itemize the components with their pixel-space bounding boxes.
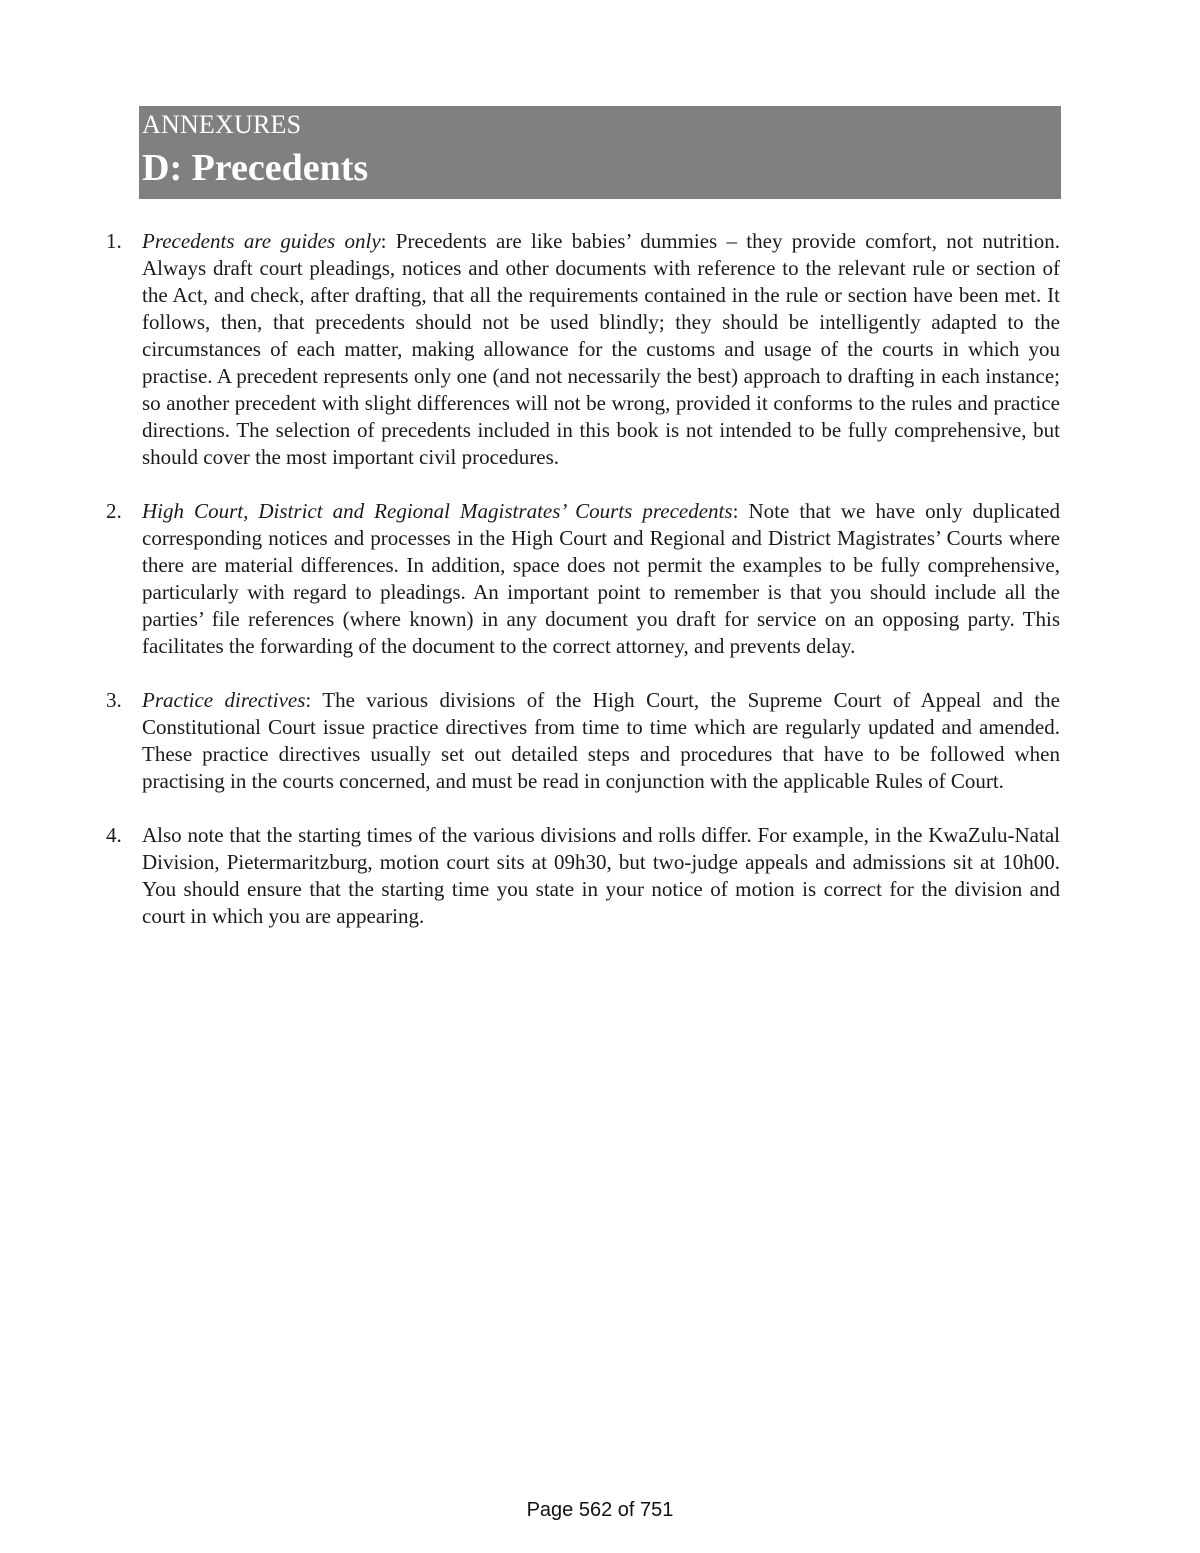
section-banner (139, 106, 1061, 199)
page-title: D: Precedents (142, 147, 369, 189)
list-item-body: : Note that we have only duplicated corresponding notices and processes in the High Court and Regional and District Magistrates’ Courts where there are material differences. In addition, space does not permit the examples to be fully comprehensive, particularly with regard to pleadings. An important point to remember is that you should include all the parties’ file references (where known) in any document you draft for service on an opposing party. This facilitates the forwarding of the document to the correct attorney, and prevents delay. (142, 499, 1061, 658)
list-item (100, 228, 1060, 471)
list-item-number: 1. (106, 229, 122, 253)
list-item (100, 498, 1060, 660)
list-item-lead: High Court, District and Regional Magistrates’ Courts precedents (142, 499, 733, 523)
banner-kicker: ANNEXURES (142, 110, 302, 139)
list-item (100, 687, 1060, 795)
list-item-number: 4. (106, 823, 122, 847)
list-item-number: 2. (106, 499, 122, 523)
list-item-number: 3. (106, 688, 122, 712)
list-item-lead: Precedents are guides only (142, 229, 381, 253)
page-number: Page 562 of 751 (526, 1499, 674, 1521)
list-item-body: : The various divisions of the High Court, the Supreme Court of Appeal and the Constitutional Court issue practice directives from time to time which are regularly updated and amended. These practice directives usually set out detailed steps and procedures that have to be followed when practising in the courts concerned, and must be read in conjunction with the applicable Rules of Court. (142, 688, 1060, 793)
list-item-lead: Practice directives (142, 688, 306, 712)
list-item-body: : Precedents are like babies’ dummies – they provide comfort, not nutrition. Always draft court pleadings, notices and other documents with reference to the relevant rule or section of the Act, and check, after drafting, that all the requirements contained in the rule or section have been met. It follows, then, that precedents should not be used blindly; they should be intelligently adapted to the circumstances of each matter, making allowance for the customs and usage of the courts in which you practise. A precedent represents only one (and not necessarily the best) approach to drafting in each instance; so another precedent with slight differences will not be wrong, provided it conforms to the rules and practice directions. The selection of precedents included in this book is not intended to be fully comprehensive, but should cover the most important civil procedures. (142, 229, 1060, 469)
precedents-notes-list (100, 228, 1060, 957)
list-item-body: Also note that the starting times of the various divisions and rolls differ. For example, in the KwaZulu-Natal Division, Pietermaritzburg, motion court sits at 09h30, but two-judge appeals and admissions sit at 10h00. You should ensure that the starting time you state in your notice of motion is correct for the division and court in which you are appearing. (142, 823, 1060, 928)
list-item (100, 822, 1060, 930)
